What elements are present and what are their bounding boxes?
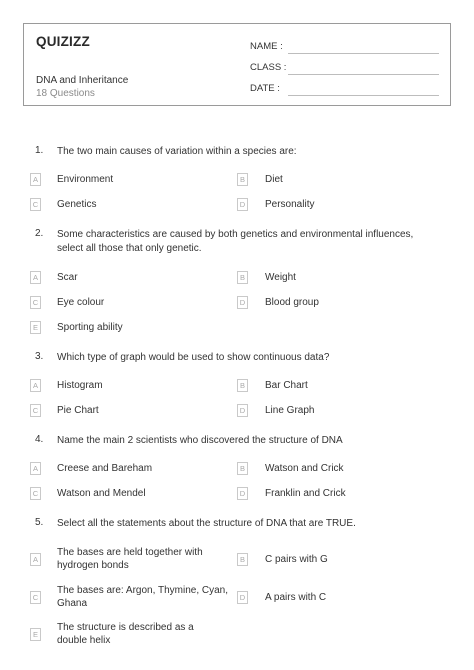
option-letter-box: A <box>30 462 41 475</box>
option-letter-box: E <box>30 628 41 641</box>
option-text: Creese and Bareham <box>57 463 153 474</box>
option-text: Histogram <box>57 380 103 391</box>
option-text: The bases are: Argon, Thymine, Cyan, Ghana <box>57 585 229 609</box>
option-letter-box: D <box>237 198 248 211</box>
option-letter-box: C <box>30 591 41 604</box>
question-number: 1. <box>35 145 44 156</box>
question-text: Select all the statements about the structure of DNA that are TRUE. <box>57 518 356 529</box>
option-text: C pairs with G <box>265 554 328 565</box>
option-text: Watson and Mendel <box>57 488 146 499</box>
option-letter-box: C <box>30 404 41 417</box>
name-field[interactable] <box>288 53 439 54</box>
option-letter-box: D <box>237 296 248 309</box>
question-text: Some characteristics are caused by both genetics and environmental influences, select all those that only genetic. <box>57 229 414 254</box>
option-text: Watson and Crick <box>265 463 344 474</box>
option-text: Franklin and Crick <box>265 488 346 499</box>
class-field[interactable] <box>288 74 439 75</box>
option-text: Environment <box>57 174 114 185</box>
option-text: Sporting ability <box>57 322 123 333</box>
worksheet-header <box>23 23 451 106</box>
option-letter-box: A <box>30 553 41 566</box>
option-letter-box: A <box>30 173 41 186</box>
question-text: The two main causes of variation within a species are: <box>57 146 297 157</box>
option-text: Scar <box>57 272 78 283</box>
option-letter-box: B <box>237 462 248 475</box>
option-letter-box: A <box>30 271 41 284</box>
option-text: Personality <box>265 199 315 210</box>
option-text: Blood group <box>265 297 319 308</box>
option-letter-box: C <box>30 198 41 211</box>
option-letter-box: C <box>30 296 41 309</box>
option-letter-box: B <box>237 173 248 186</box>
option-letter-box: B <box>237 379 248 392</box>
option-text: Line Graph <box>265 405 315 416</box>
option-text: Eye colour <box>57 297 105 308</box>
option-text: The bases are held together with hydrogen bonds <box>57 547 203 571</box>
question-text: Which type of graph would be used to show continuous data? <box>57 352 330 363</box>
question-count: 18 Questions <box>36 88 95 99</box>
option-letter-box: D <box>237 487 248 500</box>
question-text: Name the main 2 scientists who discovered the structure of DNA <box>57 435 343 446</box>
option-letter-box: B <box>237 553 248 566</box>
option-text: The structure is described as a double helix <box>57 622 194 646</box>
date-label: DATE : <box>250 83 280 94</box>
question-number: 5. <box>35 517 44 528</box>
option-letter-box: B <box>237 271 248 284</box>
question-number: 3. <box>35 351 44 362</box>
option-text: Diet <box>265 174 283 185</box>
option-text: Weight <box>265 272 296 283</box>
option-text: Bar Chart <box>265 380 308 391</box>
option-text: A pairs with C <box>265 592 327 603</box>
option-text: Genetics <box>57 199 97 210</box>
option-letter-box: C <box>30 487 41 500</box>
option-letter-box: D <box>237 591 248 604</box>
question-number: 4. <box>35 434 44 445</box>
option-letter-box: A <box>30 379 41 392</box>
worksheet-title: DNA and Inheritance <box>36 75 129 86</box>
class-label: CLASS : <box>250 62 287 73</box>
option-text: Pie Chart <box>57 405 99 416</box>
name-label: NAME : <box>250 41 283 52</box>
option-letter-box: D <box>237 404 248 417</box>
quizizz-logo: QUIZIZZ <box>36 34 90 49</box>
date-field[interactable] <box>288 95 439 96</box>
option-letter-box: E <box>30 321 41 334</box>
question-number: 2. <box>35 228 44 239</box>
